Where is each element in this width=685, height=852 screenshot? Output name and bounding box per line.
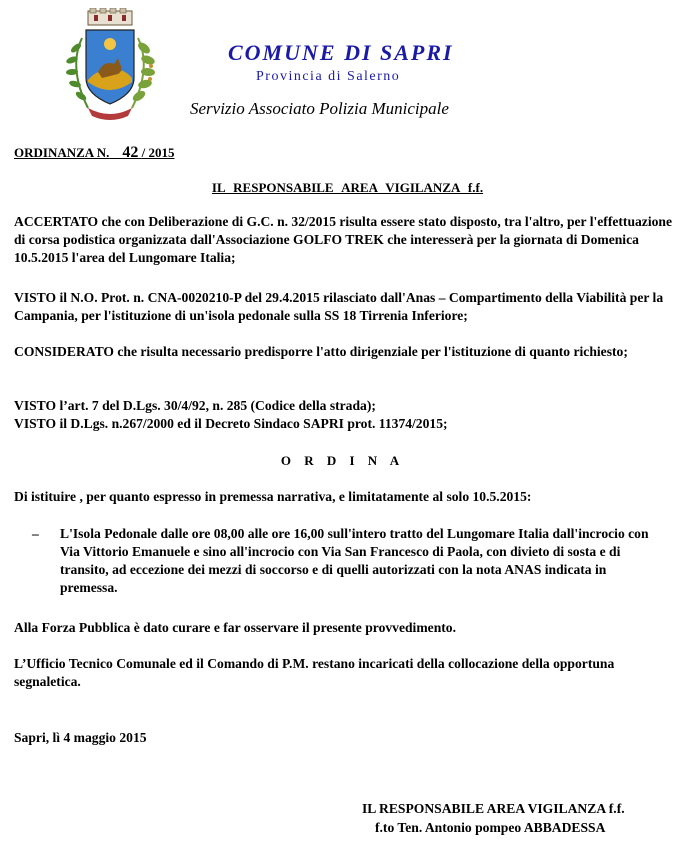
municipality-title: COMUNE DI SAPRI — [228, 40, 454, 65]
signature-role: IL RESPONSABILE AREA VIGILANZA f.f. — [362, 801, 625, 816]
coat-of-arms-icon — [58, 8, 162, 124]
paragraph-forza-pubblica: Alla Forza Pubblica è dato curare e far osservare il presente provvedimento. — [14, 620, 456, 635]
ordinance-number: 42 — [122, 144, 139, 161]
paragraph-visto-art7: VISTO l’art. 7 del D.Lgs. 30/4/92, n. 285 (Codice della strada); — [14, 398, 376, 413]
document-date: Sapri, lì 4 maggio 2015 — [14, 730, 147, 745]
province-label: Provincia di Salerno — [256, 69, 401, 84]
ordina-heading: O R D I N A — [280, 453, 405, 468]
signature-name: f.to Ten. Antonio pompeo ABBADESSA — [375, 820, 606, 835]
paragraph-istituire: Di istituire , per quanto espresso in premessa narrativa, e limitatamente al solo 10.5.2015: — [14, 489, 532, 504]
paragraph-visto-dlgs: VISTO il D.Lgs. n.267/2000 ed il Decreto Sindaco SAPRI prot. 11374/2015; — [14, 416, 448, 431]
paragraph-ufficio-tecnico: L’Ufficio Tecnico Comunale ed il Comando di P.M. restano incaricati della collocazione della opportuna segnaletica. — [14, 656, 615, 689]
ordinance-number-line: ORDINANZA N. _42 / 2015 — [14, 144, 175, 161]
bullet-isola-pedonale: L'Isola Pedonale dalle ore 08,00 alle ore 16,00 sull'intero tratto del Lungomare Italia dall'incrocio con Via Vittorio Emanuele e sino all'incrocio con Via San Francesco di Paola, con divieto di sosta e di transito, ad eccezione dei mezzi di soccorso e di quelli autorizzati con la nota ANAS indicata in premessa. — [60, 526, 649, 595]
paragraph-visto-anas: VISTO il N.O. Prot. n. CNA-0020210-P del 29.4.2015 rilasciato dall'Anas – Compartimento della Viabilità per la Campania, per l'istituzione di un'isola pedonale sulla SS 18 Tirrenia Inferiore; — [14, 290, 664, 323]
service-label: Servizio Associato Polizia Municipale — [190, 99, 449, 118]
ordinance-year: / 2015 — [141, 145, 175, 160]
paragraph-considerato: CONSIDERATO che risulta necessario predisporre l'atto dirigenziale per l'istituzione di quanto richiesto; — [14, 344, 628, 359]
ordinance-label: ORDINANZA N. — [14, 145, 110, 160]
paragraph-accertato: ACCERTATO che con Deliberazione di G.C. n. 32/2015 risulta essere stato disposto, tra l'altro, per l'effettuazione di corsa podistica organizzata dall'Associazione GOLFO TREK che interesserà per la giornata di Domenica 10.5.2015 l'area del Lungomare Italia; — [14, 214, 673, 265]
bullet-dash: – — [32, 526, 39, 541]
responsible-heading: IL RESPONSABILE AREA VIGILANZA f.f. — [211, 180, 484, 195]
